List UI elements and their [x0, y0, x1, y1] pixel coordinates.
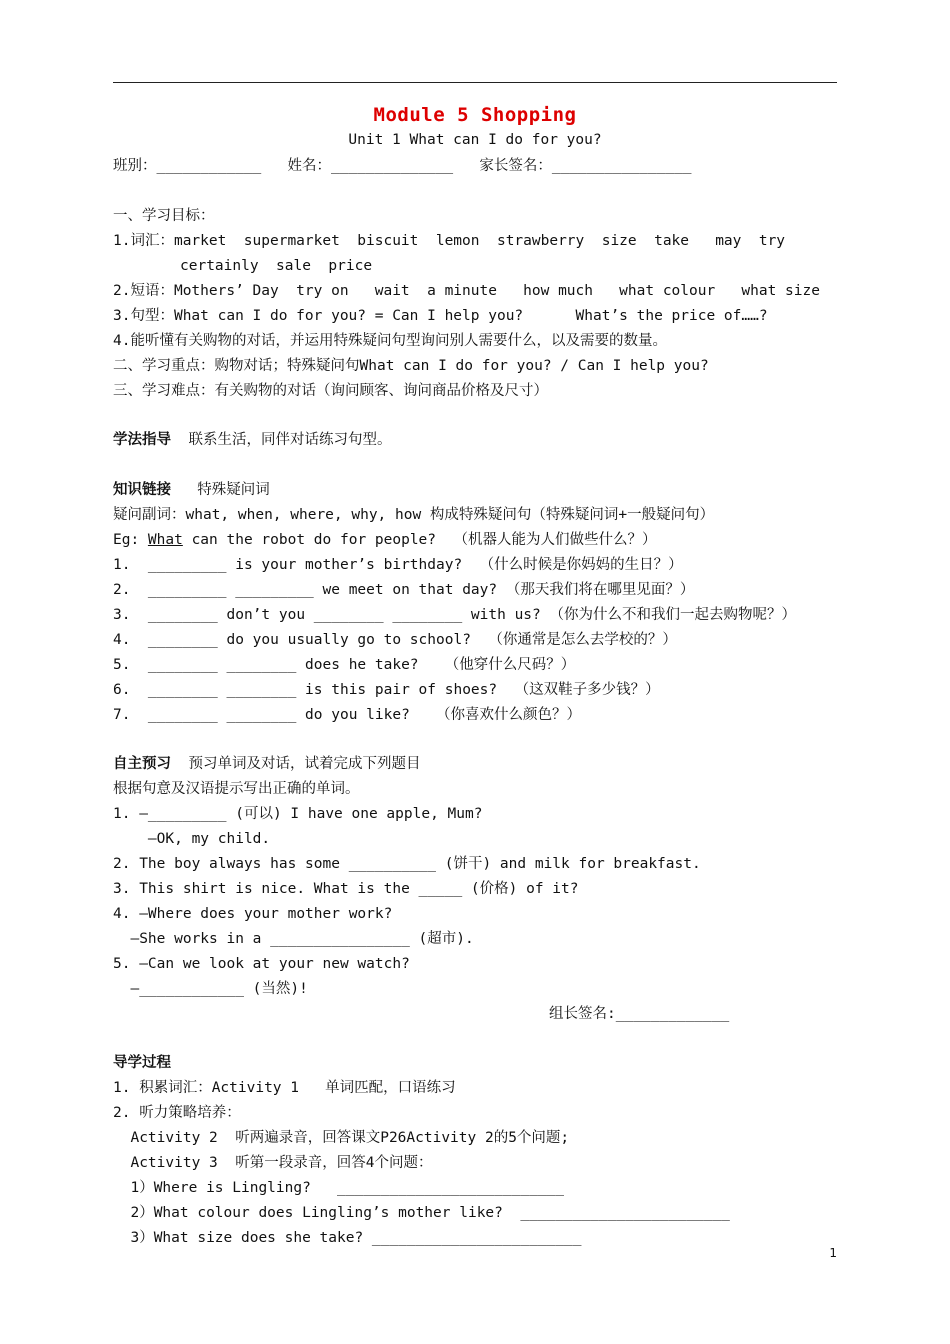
eg-prefix: Eg:: [113, 532, 148, 548]
eg-rest: can the robot do for people? （机器人能为人们做些什么？）: [182, 532, 657, 548]
wh-item: 6. ________ ________ is this pair of shoes? （这双鞋子多少钱？）: [113, 682, 660, 698]
vocab-line-2: certainly sale price: [180, 258, 373, 274]
student-info-line: 班别：____________ 姓名：______________ 家长签名：________________: [113, 158, 692, 174]
process-item: Activity 3 听第一段录音，回答4个问题：: [113, 1155, 433, 1171]
preview-item: —OK, my child.: [113, 831, 271, 847]
header-rule: [113, 82, 837, 83]
knowledge-text: 特殊疑问词: [171, 482, 270, 498]
method-label: 学法指导: [113, 432, 171, 448]
preview-item: 2. The boy always has some __________ (饼干) and milk for breakfast.: [113, 856, 701, 872]
preview-label: 自主预习: [113, 756, 171, 772]
preview-item: 5. —Can we look at your new watch?: [113, 956, 410, 972]
wh-item: 3. ________ don’t you ________ ________ with us? （你为什么不和我们一起去购物呢？）: [113, 607, 796, 623]
process-item: 2）What colour does Lingling’s mother like? ________________________: [113, 1205, 730, 1221]
process-item: Activity 2 听两遍录音，回答课文P26Activity 2的5个问题;: [113, 1130, 570, 1146]
wh-item: 7. ________ ________ do you like? （你喜欢什么颜色？）: [113, 707, 581, 723]
process-heading: 导学过程: [113, 1055, 171, 1071]
process-item: 1）Where is Lingling? __________________________: [113, 1180, 564, 1196]
process-item: 2. 听力策略培养：: [113, 1105, 241, 1121]
process-item: 3）What size does she take? ________________________: [113, 1230, 582, 1246]
preview-item: 1. —_________ (可以) I have one apple, Mum?: [113, 806, 483, 822]
goals-heading: 一、学习目标：: [113, 208, 215, 224]
phrases-line: 2.短语：Mothers’ Day try on wait a minute how much what colour what size: [113, 283, 820, 299]
unit-subtitle: Unit 1 What can I do for you?: [348, 132, 602, 148]
preview-text: 预习单词及对话，试着完成下列题目: [171, 756, 421, 772]
difficulties-line: 三、学习难点：有关购物的对话（询问顾客、询问商品价格及尺寸）: [113, 383, 548, 399]
preview-item: —She works in a ________________ (超市).: [113, 931, 474, 947]
leader-signature: 组长签名:_____________: [549, 1006, 730, 1022]
preview-section: [113, 754, 420, 774]
knowledge-section: [113, 480, 270, 500]
preview-item: 3. This shirt is nice. What is the _____ (价格) of it?: [113, 881, 579, 897]
method-section: [113, 430, 391, 450]
sentences-line: 3.句型：What can I do for you? = Can I help you? What’s the price of……?: [113, 308, 768, 324]
wh-intro-line: 疑问副词：what, when, where, why, how 构成特殊疑问句（特殊疑问词+一般疑问句）: [113, 507, 715, 523]
wh-item: 1. _________ is your mother’s birthday? （什么时候是你妈妈的生日？）: [113, 557, 683, 573]
process-item: 1. 积累词汇：Activity 1 单词匹配，口语练习: [113, 1080, 456, 1096]
vocab-line: 1.词汇：market supermarket biscuit lemon strawberry size take may try: [113, 233, 786, 249]
wh-item: 4. ________ do you usually go to school? （你通常是怎么去学校的？）: [113, 632, 677, 648]
wh-item: 2. _________ _________ we meet on that day? （那天我们将在哪里见面？）: [113, 582, 695, 598]
page-title: Module 5 Shopping: [373, 104, 577, 126]
wh-item: 5. ________ ________ does he take? （他穿什么尺码？）: [113, 657, 576, 673]
goal-4-line: 4.能听懂有关购物的对话，并运用特殊疑问句型询问别人需要什么，以及需要的数量。: [113, 333, 667, 349]
key-points-line: 二、学习重点：购物对话；特殊疑问句What can I do for you? / Can I help you?: [113, 358, 709, 374]
preview-item: 4. —Where does your mother work?: [113, 906, 393, 922]
knowledge-label: 知识链接: [113, 482, 171, 498]
eg-word: What: [147, 532, 183, 548]
page-number: 1: [829, 1246, 837, 1260]
preview-item: —____________ (当然)!: [113, 981, 308, 997]
method-text: 联系生活，同伴对话练习句型。: [171, 432, 392, 448]
example-line: [113, 530, 656, 550]
preview-instruction: 根据句意及汉语提示写出正确的单词。: [113, 781, 360, 797]
